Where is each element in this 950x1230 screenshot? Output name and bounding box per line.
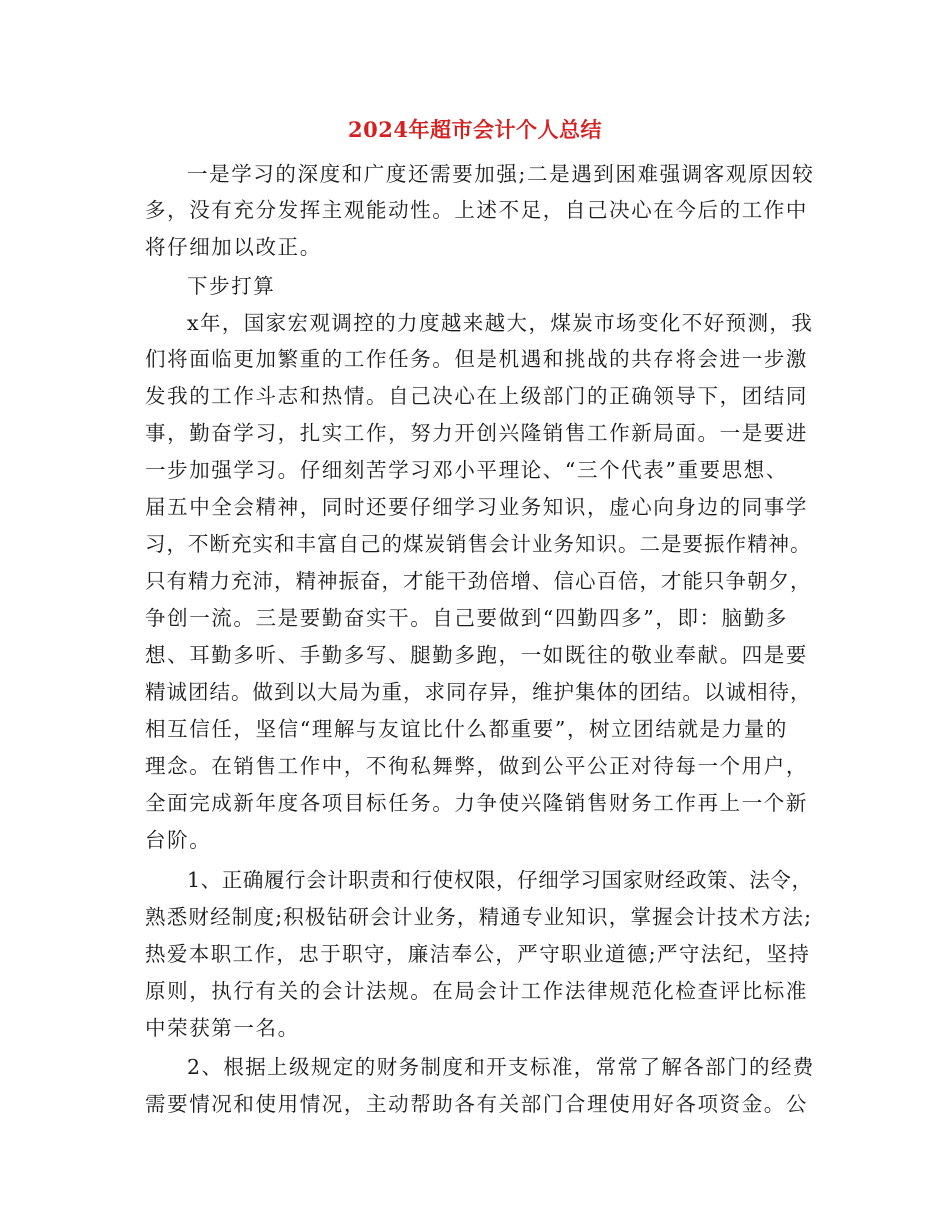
- text-line: 相互信任，坚信“理解与友谊比什么都重要”，树立团结就是力量的: [145, 717, 788, 741]
- text-line: 精诚团结。做到以大局为重，求同存异，维护集体的团结。以诚相待，: [145, 680, 812, 704]
- text-line: 2、根据上级规定的财务制度和开支标准，常常了解各部门的经费: [187, 1055, 815, 1079]
- text-line: 争创一流。三是要勤奋实干。自己要做到“四勤四多”，即：脑勤多: [145, 606, 788, 630]
- text-line: 多，没有充分发挥主观能动性。上述不足，自己决心在今后的工作中: [145, 198, 808, 222]
- text-line: 需要情况和使用情况，主动帮助各有关部门合理使用好各项资金。公: [145, 1092, 808, 1116]
- text-line: 们将面临更加繁重的工作任务。但是机遇和挑战的共存将会进一步激: [145, 347, 808, 371]
- text-line: 届五中全会精神，同时还要仔细学习业务知识，虚心向身边的同事学: [145, 495, 808, 519]
- text-line: 中荣获第一名。: [145, 1016, 300, 1040]
- text-line: 原则，执行有关的会计法规。在局会计工作法律规范化检查评比标准: [145, 979, 808, 1003]
- text-line: 一步加强学习。仔细刻苦学习邓小平理论、“三个代表”重要思想、: [145, 458, 788, 482]
- text-line: 理念。在销售工作中，不徇私舞弊，做到公平公正对待每一个用户，: [145, 754, 808, 778]
- text-line: 只有精力充沛，精神振奋，才能干劲倍增、信心百倍，才能只争朝夕，: [145, 569, 812, 593]
- text-line: 一是学习的深度和广度还需要加强;二是遇到困难强调客观原因较: [187, 162, 815, 186]
- text-line: 将仔细加以改正。: [145, 235, 322, 259]
- text-line: x年，国家宏观调控的力度越来越大，煤炭市场变化不好预测，我: [187, 311, 814, 335]
- text-line: 想、耳勤多听、手勤多写、腿勤多跑，一如既往的敬业奉献。四是要: [145, 643, 808, 667]
- document-title: 2024年超市会计个人总结: [348, 117, 602, 142]
- text-line: 习，不断充实和丰富自己的煤炭销售会计业务知识。二是要振作精神。: [145, 532, 812, 556]
- text-line: 1、正确履行会计职责和行使权限，仔细学习国家财经政策、法令，: [187, 868, 813, 892]
- text-line: 全面完成新年度各项目标任务。力争使兴隆销售财务工作再上一个新: [145, 791, 808, 815]
- text-line: 熟悉财经制度;积极钻研会计业务，精通专业知识，掌握会计技术方法;: [145, 905, 813, 929]
- text-line: 事，勤奋学习，扎实工作，努力开创兴隆销售工作新局面。一是要进: [145, 421, 808, 445]
- text-line: 台阶。: [145, 828, 212, 852]
- text-line: 热爱本职工作，忠于职守，廉洁奉公，严守职业道德;严守法纪，坚持: [145, 942, 811, 966]
- text-line: 发我的工作斗志和热情。自己决心在上级部门的正确领导下，团结同: [145, 384, 808, 408]
- text-line: 下步打算: [187, 274, 276, 298]
